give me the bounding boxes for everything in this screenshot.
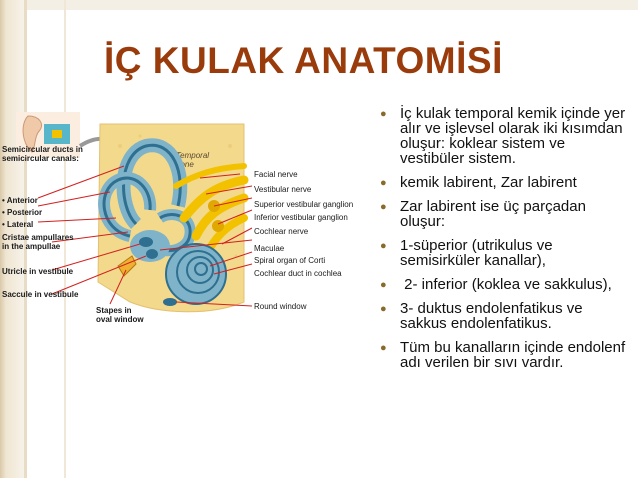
bullet-text: 2- inferior (koklea ve sakkulus), xyxy=(400,276,612,293)
bullet-text: 1-süperior (utrikulus ve semisirküler kanallar), xyxy=(400,237,553,269)
top-decoration xyxy=(0,0,638,10)
slide-title: İÇ KULAK ANATOMİSİ xyxy=(104,40,503,81)
label-superior-ganglion: Superior vestibular ganglion xyxy=(254,200,354,209)
label-vestibular-nerve: Vestibular nerve xyxy=(254,185,312,194)
label-cochlear-nerve: Cochlear nerve xyxy=(254,227,309,236)
bullet-dot-icon: ● xyxy=(380,279,387,291)
inner-ear-diagram xyxy=(0,106,354,332)
bullet-item xyxy=(378,175,628,190)
bullet-list xyxy=(378,106,628,379)
bullet-item xyxy=(378,238,628,268)
bullet-item xyxy=(378,301,628,331)
bullet-dot-icon: ● xyxy=(380,201,387,213)
bullet-text: Zar labirent ise üç parçadan oluşur: xyxy=(400,198,586,230)
label-posterior: • Posterior xyxy=(2,208,43,217)
bullet-item xyxy=(378,106,628,166)
bullet-text: 3- duktus endolenfatikus ve sakkus endolenfatikus. xyxy=(400,300,583,332)
label-maculae: Maculae xyxy=(254,244,285,253)
bullet-dot-icon: ● xyxy=(380,303,387,315)
label-spiral-organ: Spiral organ of Corti xyxy=(254,256,326,265)
label-saccule: Saccule in vestibule xyxy=(2,290,79,299)
bullet-item xyxy=(378,340,628,370)
bullet-text: Tüm bu kanalların içinde endolenf adı verilen bir sıvı vardır. xyxy=(400,339,626,371)
label-inferior-ganglion: Inferior vestibular ganglion xyxy=(254,213,348,222)
bullet-dot-icon: ● xyxy=(380,108,387,120)
temporal-bone-label: Temporal bone xyxy=(176,151,210,169)
label-cochlear-duct: Cochlear duct in cochlea xyxy=(254,269,342,278)
bullet-text: İç kulak temporal kemik içinde yer alır ve işlevsel olarak iki kısımdan oluşur: koklear sistem ve vestibüler sistem. xyxy=(400,105,626,167)
bullet-dot-icon: ● xyxy=(380,240,387,252)
label-cristae: Cristae ampullares in the ampullae xyxy=(2,233,74,251)
round-window xyxy=(163,298,177,306)
bullet-dot-icon: ● xyxy=(380,342,387,354)
bullet-item xyxy=(378,277,628,292)
label-round-window: Round window xyxy=(254,302,307,311)
bullet-item xyxy=(378,199,628,229)
label-lateral: • Lateral xyxy=(2,220,34,229)
bullet-text: kemik labirent, Zar labirent xyxy=(400,174,577,191)
label-facial-nerve: Facial nerve xyxy=(254,170,298,179)
label-anterior: • Anterior xyxy=(2,196,38,205)
label-utricle: Utricle in vestibule xyxy=(2,267,74,276)
cochlea xyxy=(166,244,226,304)
label-semicircular-ducts: Semicircular ducts in semicircular canals: xyxy=(2,145,83,163)
bullet-dot-icon: ● xyxy=(380,177,387,189)
label-stapes: Stapes in oval window xyxy=(96,306,144,324)
